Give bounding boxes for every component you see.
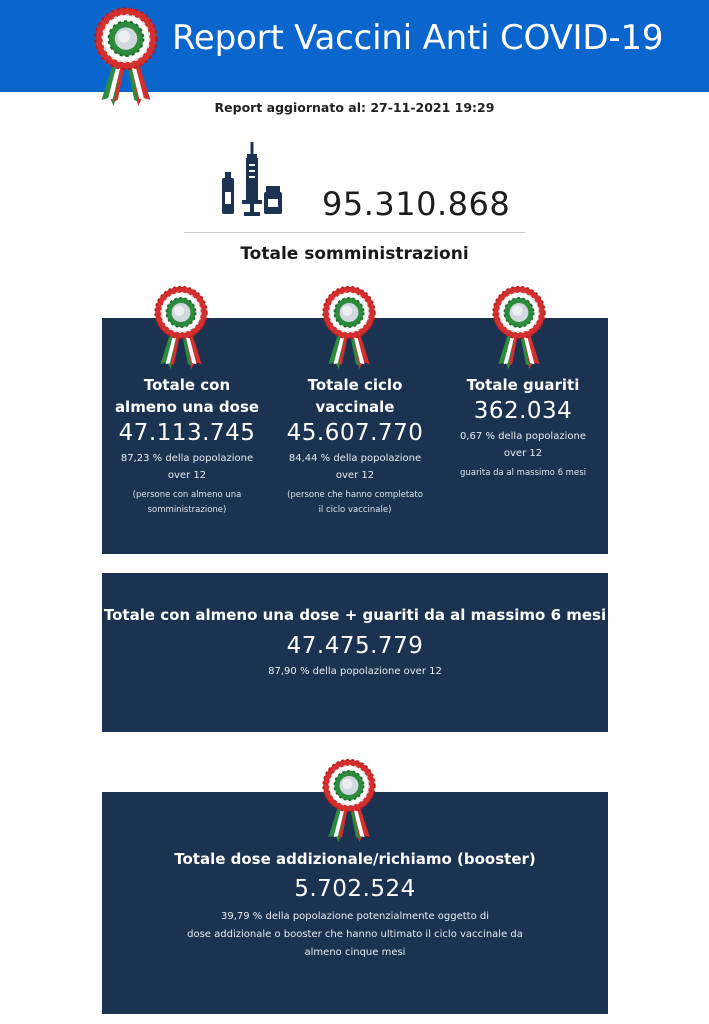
- recovered-note: guarita da al massimo 6 mesi: [460, 468, 586, 478]
- italian-cockade-icon: [318, 285, 380, 371]
- dose-plus-recovered-value: 47.475.779: [286, 633, 424, 659]
- booster-value: 5.702.524: [294, 876, 416, 902]
- divider: [184, 232, 525, 233]
- header-bar: [0, 0, 709, 92]
- total-administrations-value: 95.310.868: [322, 185, 511, 223]
- one-dose-note: (persone con almeno una somministrazione): [132, 490, 242, 515]
- italian-cockade-icon: [150, 285, 212, 371]
- italian-cockade-icon: [318, 758, 380, 844]
- booster-title: Totale dose addizionale/richiamo (booster): [174, 850, 536, 868]
- total-administrations-label: Totale somministrazioni: [240, 244, 469, 264]
- report-updated-label: Report aggiornato al: 27-11-2021 19:29: [214, 100, 495, 115]
- recovered-percentage: 0,67 % della popolazione over 12: [460, 431, 586, 459]
- recovered-title: Totale guariti: [466, 376, 580, 394]
- full-cycle-note: (persone che hanno completato il ciclo vaccinale): [287, 490, 423, 515]
- one-dose-value: 47.113.745: [118, 420, 256, 446]
- vaccine-syringe-vials-icon: [220, 142, 284, 218]
- italian-cockade-icon: [90, 6, 162, 108]
- full-cycle-title: Totale ciclo vaccinale: [307, 376, 403, 416]
- full-cycle-value: 45.607.770: [286, 420, 424, 446]
- page-title: Report Vaccini Anti COVID-19: [172, 18, 664, 58]
- full-cycle-percentage: 84,44 % della popolazione over 12: [288, 453, 422, 481]
- booster-description: 39,79 % della popolazione potenzialmente oggetto di dose addizionale o booster che hanno ultimato il ciclo vaccinale da almeno cinque mesi: [187, 911, 523, 958]
- italian-cockade-icon: [488, 285, 550, 371]
- one-dose-title: Totale con almeno una dose: [114, 376, 260, 416]
- one-dose-percentage: 87,23 % della popolazione over 12: [120, 453, 254, 481]
- dose-plus-recovered-title: Totale con almeno una dose + guariti da al massimo 6 mesi: [103, 606, 607, 624]
- recovered-stat: [444, 374, 602, 481]
- dose-plus-recovered-panel: [102, 573, 608, 732]
- full-cycle-stat: [276, 374, 434, 518]
- one-dose-stat: [108, 374, 266, 518]
- recovered-value: 362.034: [473, 398, 573, 424]
- dose-plus-recovered-percentage: 87,90 % della popolazione over 12: [268, 666, 442, 677]
